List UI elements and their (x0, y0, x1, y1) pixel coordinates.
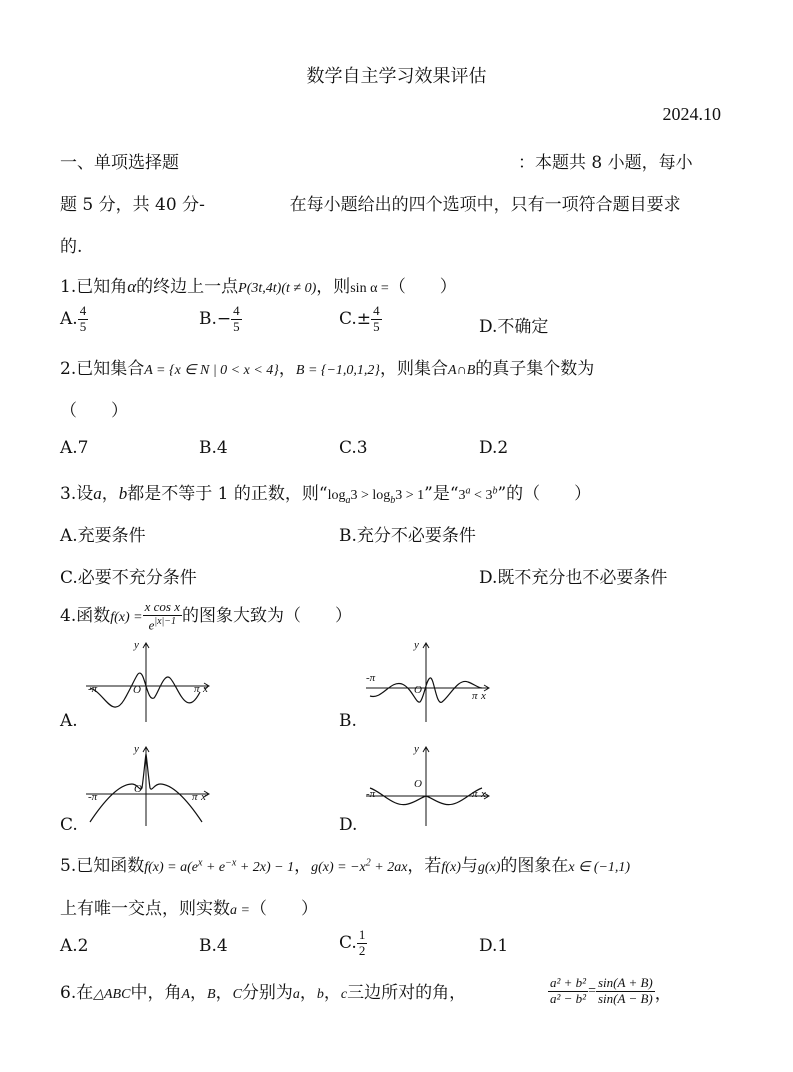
q6-angle-c: C (232, 987, 242, 1002)
q6-lhs-num: a² + b² (550, 975, 587, 990)
q5-domain: x ∈ (−1,1) (568, 860, 631, 875)
q6-mid3: 三边所对的角， (347, 983, 467, 1003)
q1-option-b-frac (231, 304, 242, 335)
q6-triangle: △ABC (93, 987, 131, 1002)
section-intro-line2a: 题 5 分，共 40 分- (60, 195, 205, 215)
q5-g-tail: + 2ax (370, 860, 408, 875)
q1-option-c-frac (371, 304, 382, 335)
q6-tail: ， (654, 983, 672, 1004)
q5-line2a: 上有唯一交点，则实数 (60, 899, 230, 919)
q5-option-a[interactable]: A.2 (60, 936, 89, 956)
q3-option-c[interactable]: C.必要不充分条件 (60, 568, 197, 588)
q3-option-a[interactable]: A.充要条件 (60, 526, 146, 546)
q5-f-exp2: −x (225, 857, 237, 869)
q5-option-b[interactable]: B.4 (199, 936, 228, 956)
q5-g-expr: g(x) = −x (311, 860, 366, 875)
q5-aeq: a = (230, 903, 250, 918)
q5-option-c-label: C. (339, 932, 357, 953)
graph-b-neg-pi: -π (366, 672, 376, 684)
q4-fx: f(x) = (110, 610, 143, 626)
q5-and: 与 (460, 856, 478, 876)
question-4 (60, 600, 352, 633)
q3-cond2-lt: < 3 (470, 488, 493, 503)
q2-prefix: 2.已知集合 (60, 359, 145, 379)
q4-den-exp: |x|−1 (154, 615, 177, 627)
graph-c-svg (82, 744, 212, 829)
q2-option-b[interactable]: B.4 (199, 438, 228, 458)
q5-paren: （ ） (249, 899, 318, 919)
q5-c-num: 1 (358, 927, 366, 942)
q5-c-den: 2 (358, 942, 366, 958)
q6-side-b: b (316, 987, 324, 1002)
q2-tail: ，则集合 (380, 359, 449, 379)
graph-d-pi: π (472, 788, 478, 800)
q2-option-c[interactable]: C.3 (339, 438, 368, 458)
q5-sep: ， (294, 856, 312, 876)
q3-cond2-exp1: a (465, 485, 471, 497)
q1-option-b[interactable] (199, 304, 242, 335)
q1-alpha: α (127, 277, 137, 296)
q4-option-b[interactable]: B. (339, 711, 357, 731)
q4-num: x cos x (144, 599, 180, 614)
q1-point: P(3t,4t)(t ≠ 0) (238, 281, 317, 296)
graph-c-x-label: x (201, 791, 206, 803)
graph-b-pi: π (472, 690, 478, 702)
graph-a-origin: O (133, 684, 141, 696)
q4-graph-a[interactable] (82, 640, 212, 725)
q2-set-a: A = {x ∈ N | 0 < x < 4} (144, 363, 279, 378)
q6-rhs (596, 976, 655, 1007)
q1-b-num: 4 (233, 303, 240, 318)
section-heading (60, 148, 179, 173)
graph-b-y-label: y (414, 639, 419, 651)
q5-f-expr: f(x) = a(e (144, 860, 198, 875)
graph-a-y-label: y (134, 639, 139, 651)
q3-option-b[interactable]: B.充分不必要条件 (339, 526, 476, 546)
q1-option-b-label: B.− (199, 308, 232, 329)
graph-a-x-label: x (203, 683, 208, 695)
q6-c2: ， (215, 983, 233, 1003)
q3-cond1 (327, 488, 425, 506)
q6-rhs-num: sin(A + B) (597, 975, 653, 990)
q6-c1: ， (190, 983, 208, 1003)
q5-g-ref: g(x) (477, 860, 501, 875)
q6-lhs-den: a² − b² (550, 990, 587, 1006)
graph-c-pi: π (192, 791, 198, 803)
graph-d-y-label: y (414, 743, 419, 755)
q1-option-a-frac (78, 304, 89, 335)
section-intro-right: ：本题共 8 小题，每小 (518, 153, 693, 173)
q4-option-c[interactable]: C. (60, 815, 78, 835)
q5-mid: ，若 (407, 856, 442, 876)
q2-sep: ， (278, 359, 296, 379)
q6-rhs-den: sin(A − B) (597, 990, 653, 1006)
q3-prefix: 3.设 (60, 484, 94, 504)
q1-a-den: 5 (79, 318, 87, 334)
q2-option-a[interactable]: A.7 (60, 438, 89, 458)
q3-cond1-tail: 3 > 1 (395, 488, 425, 503)
question-5 (60, 851, 630, 876)
q3-cond2-base1: 3 (458, 488, 466, 503)
q4-option-d[interactable]: D. (339, 815, 358, 835)
graph-a-svg (82, 640, 212, 725)
q2-tail2: 的真子集个数为 (475, 359, 595, 379)
q3-cond1-log: log (327, 488, 346, 503)
page-title: 数学自主学习效果评估 (306, 66, 487, 87)
q3-option-d[interactable]: D.既不充分也不必要条件 (479, 568, 668, 588)
q5-g-exp: 2 (365, 857, 371, 869)
q2-intersection: A∩B (448, 363, 476, 378)
q6-mid2: 分别为 (241, 983, 293, 1003)
q6-equation (548, 976, 672, 1007)
q3-cond1-mid: 3 > log (350, 488, 391, 503)
graph-c-y-label: y (134, 743, 139, 755)
q3-tail: ”的（ ） (497, 484, 592, 504)
question-2 (60, 354, 594, 379)
q5-mid2: 的图象在 (500, 856, 569, 876)
q4-fraction (143, 600, 182, 633)
q3-comma: ， (101, 484, 119, 504)
q1-option-c[interactable] (339, 304, 382, 335)
q5-f-ref: f(x) (441, 860, 461, 875)
q1-b-den: 5 (233, 318, 240, 334)
section-intro-line3: 的. (60, 237, 83, 257)
q5-f-exp1: x (198, 857, 203, 869)
graph-b-x-label: x (481, 690, 486, 702)
graph-c-origin: O (134, 783, 142, 795)
q6-angle-b: B (207, 987, 216, 1002)
graph-c-neg-pi: -π (88, 791, 98, 803)
q1-expr: sin α = (350, 281, 389, 296)
q1-prefix: 1.已知角 (60, 277, 128, 297)
q1-option-d[interactable]: D.不确定 (479, 317, 549, 337)
q5-prefix: 5.已知函数 (60, 856, 145, 876)
q4-den (147, 616, 178, 633)
graph-a-pi: π (194, 683, 200, 695)
question-1 (60, 272, 457, 297)
q6-prefix: 6.在 (60, 983, 94, 1003)
q5-g-def (311, 857, 408, 875)
q1-paren: （ ） (388, 277, 457, 297)
q6-lhs (548, 976, 588, 1007)
q5-f-mid: + e (202, 860, 226, 875)
graph-d-neg-pi: -π (366, 788, 376, 800)
q1-option-a[interactable] (60, 304, 88, 335)
q3-mid: 都是不等于 1 的正数，则“ (127, 484, 328, 504)
q4-prefix: 4.函数 (60, 606, 111, 627)
q2-set-b: B = {−1,0,1,2} (295, 363, 381, 378)
q3-a: a (93, 484, 102, 503)
q6-c3: ， (299, 983, 317, 1003)
q3-b: b (118, 484, 128, 503)
q3-cond1-sub-b: b (390, 494, 396, 506)
q1-a-num: 4 (79, 303, 87, 318)
graph-b-svg (362, 640, 492, 725)
graph-b-origin: O (414, 684, 422, 696)
section-intro-line2b: 在每小题给出的四个选项中，只有一项符合题目要求 (289, 195, 681, 215)
section-heading-text: 一、单项选择题 (60, 153, 179, 173)
q6-side-a: a (292, 987, 300, 1002)
q5-f-tail: + 2x) − 1 (236, 860, 295, 875)
q4-tail: 的图象大致为（ ） (181, 606, 352, 627)
q1-c-num: 4 (373, 303, 380, 318)
q3-cond2 (458, 485, 498, 503)
q5-line2 (60, 894, 318, 919)
q1-option-c-label: C.± (339, 308, 372, 329)
q6-side-c: c (340, 987, 348, 1002)
q3-cond2-exp2: b (492, 485, 498, 497)
graph-a-neg-pi: -π (88, 683, 98, 695)
graph-d-x-label: x (481, 788, 486, 800)
q5-option-c[interactable] (339, 928, 367, 959)
graph-d-svg (362, 744, 492, 829)
question-6 (60, 978, 466, 1003)
q1-option-a-label: A. (60, 308, 78, 329)
q1-ask: ，则 (316, 277, 351, 297)
q6-eq: = (588, 983, 596, 999)
section-intro-line2 (60, 190, 681, 215)
q5-f-def (144, 857, 295, 875)
graph-a-curve (90, 673, 200, 707)
q4-graph-d[interactable] (362, 744, 492, 829)
graph-d-origin: O (414, 778, 422, 790)
q3-cond1-sub-a: a (345, 494, 351, 506)
q4-den-base: e (148, 617, 155, 633)
q5-option-d[interactable]: D.1 (479, 936, 509, 956)
q6-angle-a: A (181, 987, 191, 1002)
q2-option-d[interactable]: D.2 (479, 438, 509, 458)
q1-c-den: 5 (373, 318, 380, 334)
q3-mid2: ”是“ (424, 484, 459, 504)
q6-c4: ， (323, 983, 341, 1003)
q2-paren: （ ） (60, 401, 128, 421)
q4-option-a[interactable]: A. (60, 711, 78, 731)
q5-option-c-frac (357, 928, 368, 959)
exam-date: 2024.10 (662, 104, 721, 124)
q6-mid: 中，角 (130, 983, 182, 1003)
q4-graph-b[interactable] (362, 640, 492, 725)
q1-mid: 的终边上一点 (136, 277, 239, 297)
question-3 (60, 479, 591, 506)
q4-graph-c[interactable] (82, 744, 212, 829)
